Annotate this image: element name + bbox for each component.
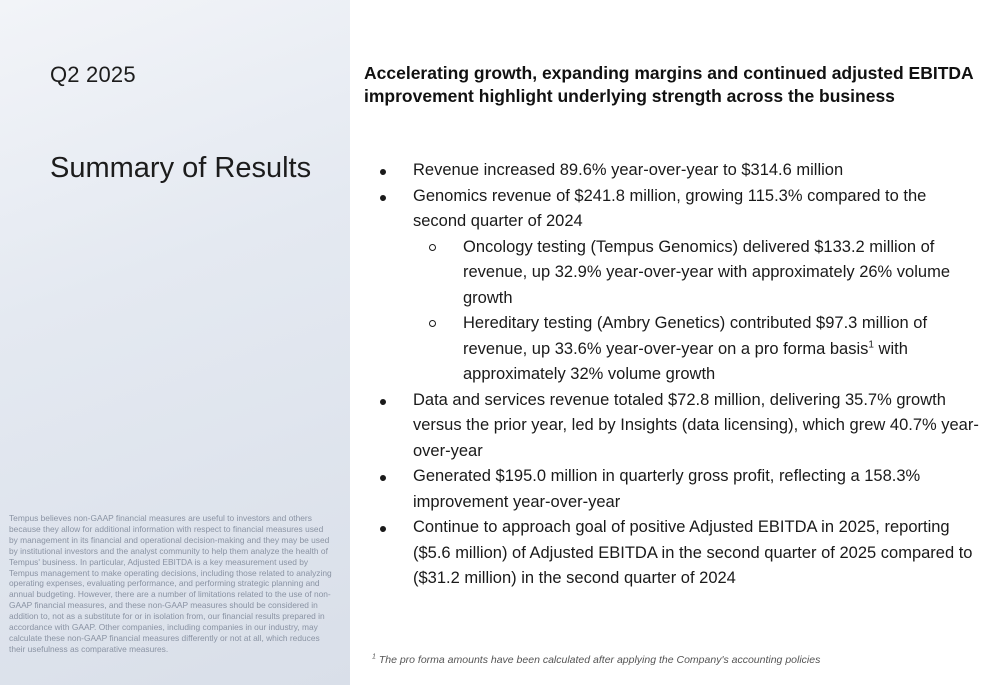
bullet-dot-icon [380, 475, 386, 481]
quarter-label: Q2 2025 [50, 62, 136, 87]
page-title: Summary of Results [50, 152, 312, 184]
hollow-bullet-icon [429, 320, 436, 327]
footnote-marker: 1 [868, 339, 874, 350]
bullet-dot-icon [380, 526, 386, 532]
bullet-text: Data and services revenue totaled $72.8 million, delivering 35.7% growth versus the prior year, led by Insights (data licensing), which grew 40.7% year-over-year [413, 390, 979, 460]
hollow-bullet-icon [429, 244, 436, 251]
bullet-text: Genomics revenue of $241.8 million, growing 115.3% compared to the second quarter of 2024 [413, 186, 927, 230]
genomics-sub-list [413, 235, 980, 388]
bullet-dot-icon [380, 195, 386, 201]
footnote-text: The pro forma amounts have been calculated after applying the Company's accounting policies [375, 654, 821, 666]
right-panel [350, 0, 1000, 685]
bullet-text: Continue to approach goal of positive Adjusted EBITDA in 2025, reporting ($5.6 million) of Adjusted EBITDA in the second quarter of 2025 compared to ($31.2 million) in the second quarter of 2024 [413, 518, 973, 587]
sub-list-item [413, 235, 980, 312]
bullet-dot-icon [380, 169, 386, 175]
bullet-text: Generated $195.0 million in quarterly gross profit, reflecting a 158.3% improvement year-over-year [413, 467, 921, 511]
footnote-number: 1 [372, 653, 376, 661]
bullet-text: Revenue increased 89.6% year-over-year to $314.6 million [413, 161, 844, 179]
list-item [380, 158, 980, 184]
list-item [380, 515, 980, 592]
sub-bullet-text: Oncology testing (Tempus Genomics) delivered $133.2 million of revenue, up 32.9% year-over-year with approximately 26% volume growth [463, 237, 950, 307]
list-item [380, 184, 980, 388]
list-item [380, 464, 980, 515]
non-gaap-disclaimer: Tempus believes non-GAAP financial measures are useful to investors and others because they allow for additional information with respect to financial measures used by management in its financial and operational decision-making and they may be used by institutional investors and the analyst community to help them analyze the health of Tempus' business. In particular, Adjusted EBITDA is a key measurement used by Tempus management to make operating decisions, including those related to analyzing operating expenses, evaluating performance, and performing strategic planning and annual budgeting. However, there are a number of limitations related to the use of non-GAAP financial measures, and these non-GAAP measures should be considered in addition to, not as a substitute for or in isolation from, our financial results prepared in accordance with GAAP. Other companies, including companies in our industry, may calculate these non-GAAP financial measures differently or not at all, which reduces their usefulness as comparative measures. [9, 513, 332, 654]
headline: Accelerating growth, expanding margins and continued adjusted EBITDA improvement highlight underlying strength across the business [364, 63, 974, 106]
left-panel [0, 0, 350, 685]
sub-list-item [413, 311, 980, 388]
sub-bullet-text: with approximately 32% volume growth [463, 339, 908, 383]
bullet-dot-icon [380, 399, 386, 405]
results-list [380, 158, 980, 592]
sub-bullet-text: Hereditary testing (Ambry Genetics) contributed $97.3 million of revenue, up 33.6% year-over-year on a pro forma basis [463, 314, 928, 358]
list-item [380, 388, 980, 465]
footnote [372, 654, 820, 666]
